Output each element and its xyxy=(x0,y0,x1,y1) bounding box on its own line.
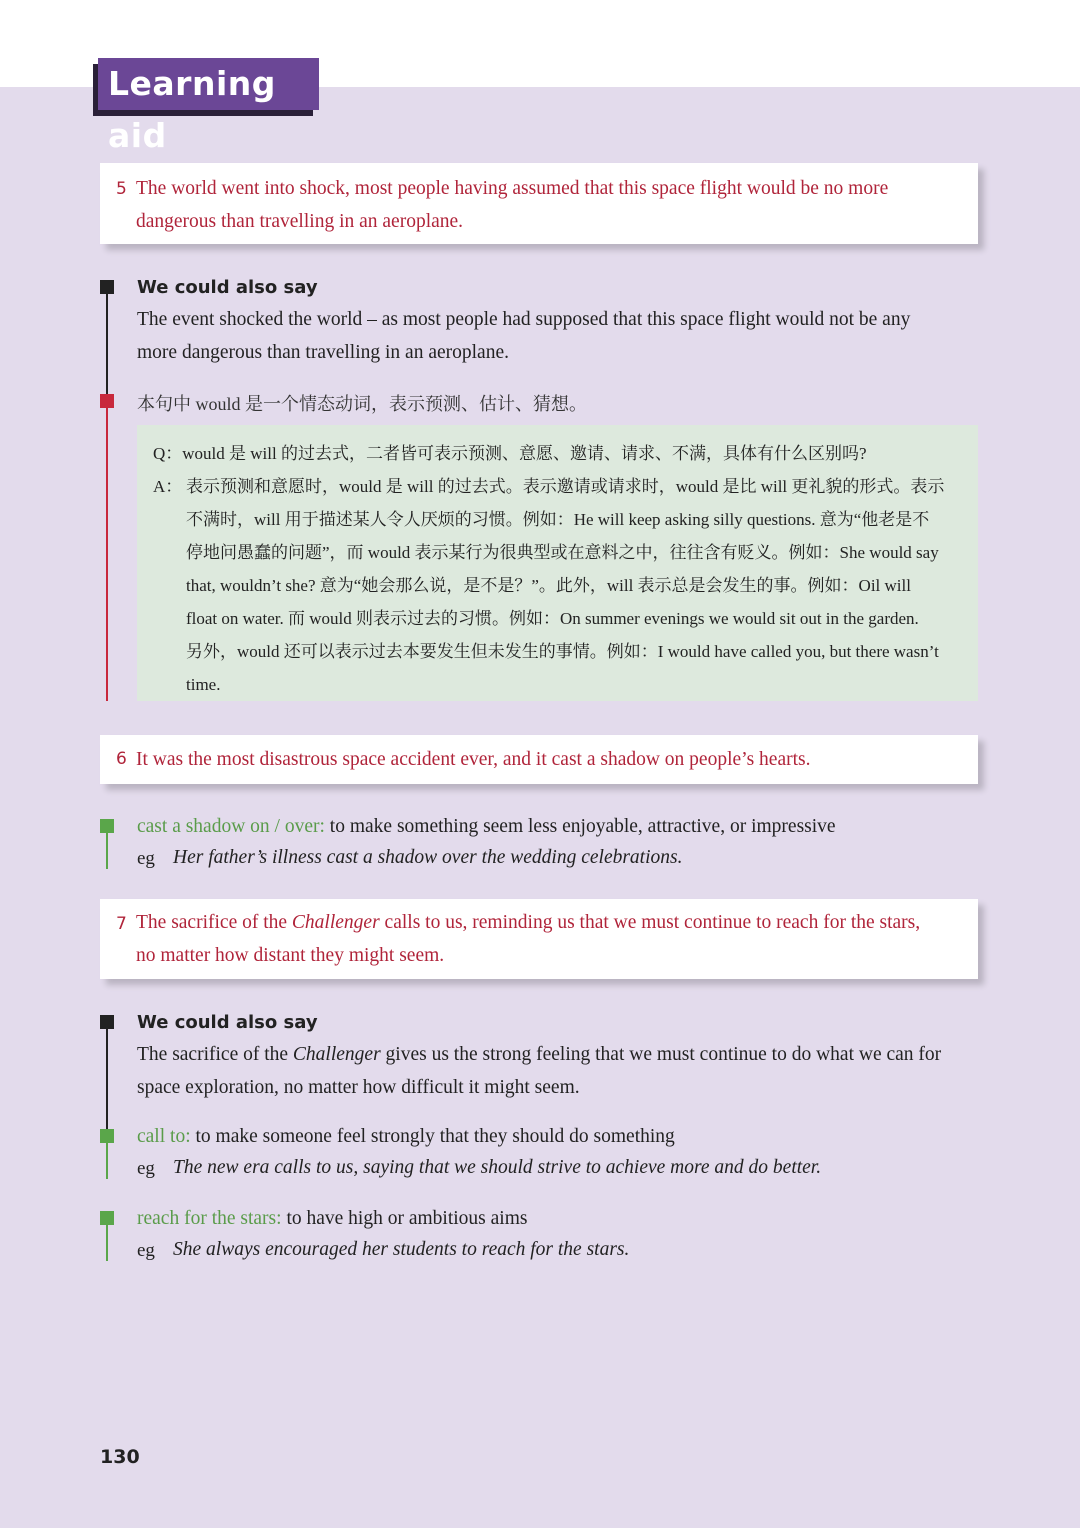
green-square-marker xyxy=(100,1211,114,1225)
vocab-entry xyxy=(137,810,836,843)
vocab-term: call to: xyxy=(137,1126,191,1147)
example-sentence: Her father’s illness cast a shadow over the wedding celebrations. xyxy=(173,847,683,868)
sentence-number: 7 xyxy=(116,914,127,934)
answer-text xyxy=(186,470,966,701)
sentence-text: It was the most disastrous space accident ever, and it cast a shadow on people’s hearts. xyxy=(136,749,811,770)
green-rail xyxy=(106,833,108,869)
vocab-entry xyxy=(137,1202,527,1235)
red-rail xyxy=(106,408,108,701)
answer-line: 表示预测和意愿时，would 是 will 的过去式。表示邀请或请求时，would 是比 will 更礼貌的形式。表示 xyxy=(186,477,945,496)
answer-label: A： xyxy=(153,477,183,496)
section-title: Learning aid xyxy=(98,58,319,110)
ship-name: Challenger xyxy=(291,912,380,933)
sentence-card-6 xyxy=(100,735,978,784)
sentence-text xyxy=(136,172,948,238)
qa-box xyxy=(137,425,978,701)
sentence-card-5 xyxy=(100,163,978,244)
also-say-heading: We could also say xyxy=(137,277,318,298)
answer-line: float on water. 而 would 则表示过去的习惯。例如：On summer evenings we would sit out in the garden. xyxy=(186,609,919,628)
example-label: eg xyxy=(137,1240,155,1261)
grammar-note: 本句中 would 是一个情态动词，表示预测、估计、猜想。 xyxy=(137,394,587,414)
text-segment: gives us the strong feeling that we must continue to do what we can for xyxy=(380,1044,942,1065)
green-rail xyxy=(106,1143,108,1179)
sentence-line: no matter how distant they might seem. xyxy=(136,945,445,966)
ship-name: Challenger xyxy=(292,1044,381,1065)
paragraph-line: more dangerous than travelling in an aeroplane. xyxy=(137,342,509,363)
red-square-marker xyxy=(100,394,114,408)
answer-line: time. xyxy=(186,675,221,694)
black-square-marker xyxy=(100,1015,114,1029)
paragraph-line xyxy=(137,1038,947,1071)
sentence-line: The world went into shock, most people having assumed that this space flight would be no more xyxy=(136,178,889,199)
sentence-line: dangerous than travelling in an aeroplane. xyxy=(136,211,464,232)
example-sentence: She always encouraged her students to reach for the stars. xyxy=(173,1239,630,1260)
paragraph-line: space exploration, no matter how difficult it might seem. xyxy=(137,1077,580,1098)
text-segment: calls to us, reminding us that we must continue to reach for the stars, xyxy=(379,912,921,933)
vocab-definition: to make something seem less enjoyable, attractive, or impressive xyxy=(324,816,836,837)
sentence-number: 5 xyxy=(116,179,127,199)
green-square-marker xyxy=(100,819,114,833)
vocab-term: reach for the stars: xyxy=(137,1208,282,1229)
text-segment: The sacrifice of the xyxy=(136,912,292,933)
sentence-text xyxy=(136,906,948,972)
vocab-entry xyxy=(137,1120,675,1153)
black-square-marker xyxy=(100,280,114,294)
vocab-definition: to have high or ambitious aims xyxy=(281,1208,528,1229)
also-say-text xyxy=(137,303,947,369)
black-rail xyxy=(106,1029,108,1129)
page-number: 130 xyxy=(100,1446,140,1468)
sentence-card-7 xyxy=(100,899,978,979)
example-sentence: The new era calls to us, saying that we should strive to achieve more and do better. xyxy=(173,1157,822,1178)
vocab-term: cast a shadow on / over: xyxy=(137,816,325,837)
vocab-definition: to make someone feel strongly that they should do something xyxy=(190,1126,675,1147)
example-label: eg xyxy=(137,848,155,869)
text-segment: The sacrifice of the xyxy=(137,1044,293,1065)
also-say-text xyxy=(137,1038,947,1104)
answer-line: that, wouldn’t she? 意为“她会那么说，是不是？”。此外，will 表示总是会发生的事。例如：Oil will xyxy=(186,576,911,595)
paragraph-line: The event shocked the world – as most people had supposed that this space flight would not be any xyxy=(137,309,911,330)
question-text: Q：would 是 will 的过去式，二者皆可表示预测、意愿、邀请、请求、不满，具体有什么区别吗? xyxy=(153,444,867,463)
sentence-line xyxy=(136,906,948,939)
green-rail xyxy=(106,1225,108,1261)
answer-line: 不满时，will 用于描述某人令人厌烦的习惯。例如：He will keep asking silly questions. 意为“他老是不 xyxy=(186,510,930,529)
answer-line: 停地问愚蠢的问题”，而 would 表示某行为很典型或在意料之中，往往含有贬义。例如：She would say xyxy=(186,543,939,562)
also-say-heading: We could also say xyxy=(137,1012,318,1033)
answer-line: 另外，would 还可以表示过去本要发生但未发生的事情。例如：I would have called you, but there wasn’t xyxy=(186,642,939,661)
green-square-marker xyxy=(100,1129,114,1143)
black-rail xyxy=(106,294,108,394)
sentence-number: 6 xyxy=(116,749,127,769)
example-label: eg xyxy=(137,1158,155,1179)
